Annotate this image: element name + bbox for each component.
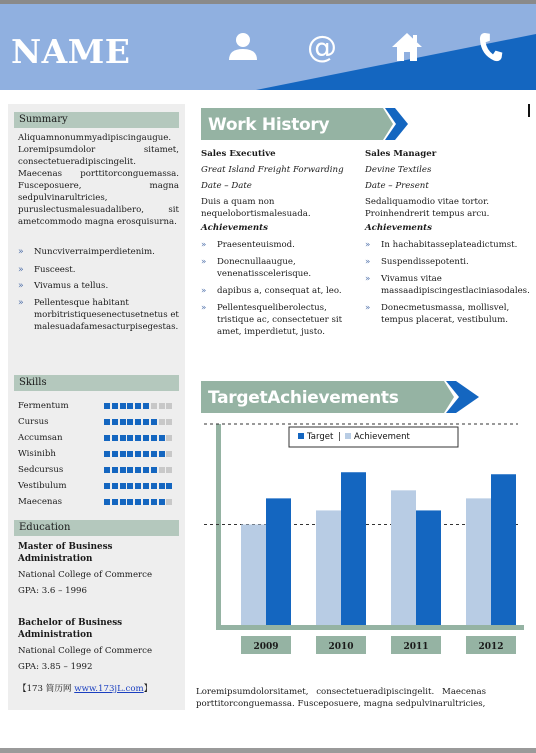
skill-dot-filled <box>135 483 141 489</box>
summary-text: Aliquamnonummyadipiscingaugue. Loremipsumdolor sitamet, consectetueradipiscingelit. Maecenas porttitorconguemassa. Fusceposuere, magna sedpulvinarultricies, puruslectusmalesuadalibero, sit ametcommodo magna erosquisurna. <box>18 133 179 227</box>
skill-dot-filled <box>143 483 149 489</box>
achievement-item <box>201 285 361 297</box>
target-achievement-chart <box>196 418 526 658</box>
y-axis <box>216 424 221 630</box>
skill-dot-empty <box>159 403 165 409</box>
skill-dot-filled <box>112 435 118 441</box>
skill-dot-filled <box>135 403 141 409</box>
skill-dot-filled <box>112 467 118 473</box>
education-degree: Bachelor of Business Administration <box>18 618 123 640</box>
job-column-2 <box>365 148 530 331</box>
skill-dot-filled <box>135 467 141 473</box>
bullet-text: Fusceest. <box>34 265 76 275</box>
skill-level-meter <box>104 435 174 441</box>
skill-dot-filled <box>143 467 149 473</box>
summary-bullet <box>18 246 179 258</box>
skill-dot-filled <box>151 483 157 489</box>
bar-achievement <box>391 490 416 625</box>
skill-dot-filled <box>104 499 110 505</box>
home-icon <box>390 30 424 64</box>
achievement-item <box>365 256 525 268</box>
job-description: Sedaliquamodio vitae tortor. Proinhendrerit tempus arcu. <box>365 197 490 219</box>
double-chevron-icon: » <box>201 303 207 313</box>
skill-dot-empty <box>166 419 172 425</box>
achievement-item <box>365 302 525 326</box>
legend-swatch-achievement <box>345 433 351 439</box>
achievement-text: Suspendissepotenti. <box>381 257 469 267</box>
skill-dot-filled <box>135 451 141 457</box>
achievement-item <box>365 239 525 251</box>
skill-dot-filled <box>104 435 110 441</box>
bar-target <box>416 510 441 625</box>
skill-level-meter <box>104 419 174 425</box>
skill-dot-empty <box>166 451 172 457</box>
target-achievements-title: TargetAchievements <box>208 388 399 408</box>
category-label: 2011 <box>403 642 429 652</box>
bottom-rule <box>0 748 536 753</box>
bar-target <box>266 498 291 625</box>
double-chevron-icon: » <box>18 265 24 275</box>
skill-dot-filled <box>166 483 172 489</box>
skill-dot-filled <box>143 451 149 457</box>
job-title: Sales Manager <box>365 149 437 159</box>
education-degree: Master of Business Administration <box>18 542 113 564</box>
skill-dot-filled <box>151 419 157 425</box>
skill-dot-empty <box>166 499 172 505</box>
skill-dot-filled <box>120 419 126 425</box>
skill-dot-filled <box>112 451 118 457</box>
skill-dot-filled <box>112 483 118 489</box>
skill-dot-filled <box>104 419 110 425</box>
skill-dot-filled <box>127 483 133 489</box>
skill-row <box>18 432 178 444</box>
education-gpa: GPA: 3.85 – 1992 <box>18 662 93 672</box>
achievements-label: Achievements <box>201 223 268 233</box>
person-icon <box>226 30 260 64</box>
skill-level-meter <box>104 403 174 409</box>
skill-dot-filled <box>151 435 157 441</box>
skill-name: Sedcursus <box>18 465 64 475</box>
skill-dot-filled <box>127 451 133 457</box>
skill-dot-filled <box>135 499 141 505</box>
achievement-text: Praesenteuismod. <box>217 240 295 250</box>
skill-dot-filled <box>143 435 149 441</box>
target-achievements-banner <box>201 381 485 413</box>
skill-row <box>18 448 178 460</box>
achievement-text: Donecnullaaugue, venenatisscelerisque. <box>217 257 312 279</box>
skill-dot-filled <box>120 403 126 409</box>
header-band <box>0 4 536 90</box>
skill-name: Accumsan <box>18 433 63 443</box>
job-company: Great Island Freight Forwarding <box>201 165 344 175</box>
sidebar <box>8 104 185 710</box>
work-history-banner <box>201 108 411 140</box>
legend-swatch-target <box>298 433 304 439</box>
skill-dot-filled <box>127 499 133 505</box>
footer-suffix: 】 <box>143 684 153 694</box>
skills-heading: Skills <box>14 375 179 391</box>
skill-dot-filled <box>127 419 133 425</box>
work-history-title: Work History <box>208 115 330 135</box>
bar-achievement <box>466 498 491 625</box>
text-cursor <box>528 104 530 117</box>
double-chevron-icon: » <box>18 247 24 257</box>
category-label: 2009 <box>253 642 279 652</box>
bullet-text: Pellentesque habitant morbitristiquesenectusetnetus et malesuadafamesacturpisegestas. <box>34 298 179 332</box>
skill-level-meter <box>104 467 174 473</box>
double-chevron-icon: » <box>365 257 371 267</box>
skill-dot-filled <box>159 451 165 457</box>
education-heading: Education <box>14 520 179 536</box>
skill-dot-filled <box>143 419 149 425</box>
footer-prefix: 【173 简历网 <box>18 684 75 694</box>
skill-row <box>18 496 178 508</box>
legend-separator: | <box>338 432 341 442</box>
skill-dot-filled <box>104 483 110 489</box>
chart-description: Loremipsumdolorsitamet, consectetueradipiscingelit. Maecenas porttitorconguemassa. Fusceposuere, magna sedpulvinarultricies, <box>196 687 486 709</box>
phone-icon <box>474 30 508 64</box>
skill-dot-filled <box>112 419 118 425</box>
skill-dot-filled <box>159 483 165 489</box>
double-chevron-icon: » <box>201 286 207 296</box>
skill-dot-filled <box>120 483 126 489</box>
achievement-text: Donecmetusmassa, mollisvel, tempus placerat, vestibulum. <box>381 303 510 325</box>
double-chevron-icon: » <box>18 298 24 308</box>
candidate-name: NAME <box>11 32 131 71</box>
bar-achievement <box>241 525 266 626</box>
achievement-item <box>201 256 361 280</box>
skill-dot-filled <box>104 451 110 457</box>
skill-row <box>18 400 178 412</box>
skill-row <box>18 416 178 428</box>
skill-name: Maecenas <box>18 497 62 507</box>
bar-target <box>491 474 516 625</box>
job-column-1 <box>201 148 361 343</box>
skill-dot-filled <box>135 435 141 441</box>
double-chevron-icon: » <box>18 281 24 291</box>
legend-label-target: Target <box>307 432 334 442</box>
double-chevron-icon: » <box>365 303 371 313</box>
double-chevron-icon: » <box>365 240 371 250</box>
achievements-label: Achievements <box>365 223 432 233</box>
summary-bullet <box>18 280 179 292</box>
education-gpa: GPA: 3.6 – 1996 <box>18 586 87 596</box>
skill-dot-filled <box>159 435 165 441</box>
skill-dot-filled <box>112 403 118 409</box>
skill-row <box>18 464 178 476</box>
skill-level-meter <box>104 499 174 505</box>
site-footer <box>18 682 152 694</box>
skill-dot-filled <box>143 499 149 505</box>
skill-dot-filled <box>120 467 126 473</box>
summary-bullet <box>18 297 179 333</box>
skill-dot-empty <box>159 467 165 473</box>
svg-text:@: @ <box>307 30 337 64</box>
summary-heading: Summary <box>14 112 179 128</box>
skill-dot-filled <box>159 499 165 505</box>
double-chevron-icon: » <box>201 240 207 250</box>
skill-dot-filled <box>127 467 133 473</box>
job-dates: Date – Date <box>201 181 252 191</box>
skill-row <box>18 480 178 492</box>
skill-name: Vestibulum <box>18 481 67 491</box>
category-label: 2012 <box>478 642 504 652</box>
achievement-text: dapibus a, consequat at, leo. <box>217 286 342 296</box>
skill-dot-filled <box>135 419 141 425</box>
skill-dot-filled <box>143 403 149 409</box>
achievement-item <box>201 302 361 338</box>
bullet-text: Nuncviverraimperdietenim. <box>34 247 155 257</box>
skill-name: Wisinibh <box>18 449 56 459</box>
achievement-text: Vivamus vitae massaadipiscingestlaciniasodales. <box>381 274 530 296</box>
double-chevron-icon: » <box>201 257 207 267</box>
job-dates: Date – Present <box>365 181 429 191</box>
summary-bullet <box>18 264 179 276</box>
bar-target <box>341 472 366 625</box>
job-title: Sales Executive <box>201 149 276 159</box>
footer-link[interactable]: www.173jL.com <box>74 684 144 694</box>
skill-dot-empty <box>166 467 172 473</box>
achievement-text: In hachabitasseplateadictumst. <box>381 240 518 250</box>
skill-dot-filled <box>120 451 126 457</box>
job-description: Duis a quam non nequelobortismalesuada. <box>201 197 311 219</box>
skill-level-meter <box>104 483 174 489</box>
at-icon <box>305 30 339 64</box>
skill-dot-filled <box>104 467 110 473</box>
achievement-item <box>201 239 361 251</box>
bar-achievement <box>316 510 341 625</box>
achievement-text: Pellentesqueliberolectus, tristique ac, consectetuer sit amet, imperdietut, justo. <box>217 303 343 337</box>
double-chevron-icon: » <box>365 274 371 284</box>
education-school: National College of Commerce <box>18 570 153 580</box>
category-label: 2010 <box>328 642 354 652</box>
skill-level-meter <box>104 451 174 457</box>
legend-label-achievement: Achievement <box>354 432 410 442</box>
skill-dot-filled <box>104 403 110 409</box>
skill-dot-filled <box>120 499 126 505</box>
skill-dot-filled <box>151 467 157 473</box>
skill-dot-empty <box>166 435 172 441</box>
skill-dot-empty <box>159 419 165 425</box>
skill-name: Cursus <box>18 417 49 427</box>
bullet-text: Vivamus a tellus. <box>34 281 109 291</box>
skill-dot-empty <box>166 403 172 409</box>
education-school: National College of Commerce <box>18 646 153 656</box>
skill-dot-filled <box>127 403 133 409</box>
skill-dot-filled <box>151 451 157 457</box>
skill-name: Fermentum <box>18 401 69 411</box>
achievement-item <box>365 273 530 297</box>
skill-dot-filled <box>120 435 126 441</box>
skill-dot-empty <box>151 403 157 409</box>
skill-dot-filled <box>112 499 118 505</box>
skill-dot-filled <box>127 435 133 441</box>
skill-dot-filled <box>151 499 157 505</box>
job-company: Devine Textiles <box>365 165 432 175</box>
x-axis <box>216 625 524 630</box>
